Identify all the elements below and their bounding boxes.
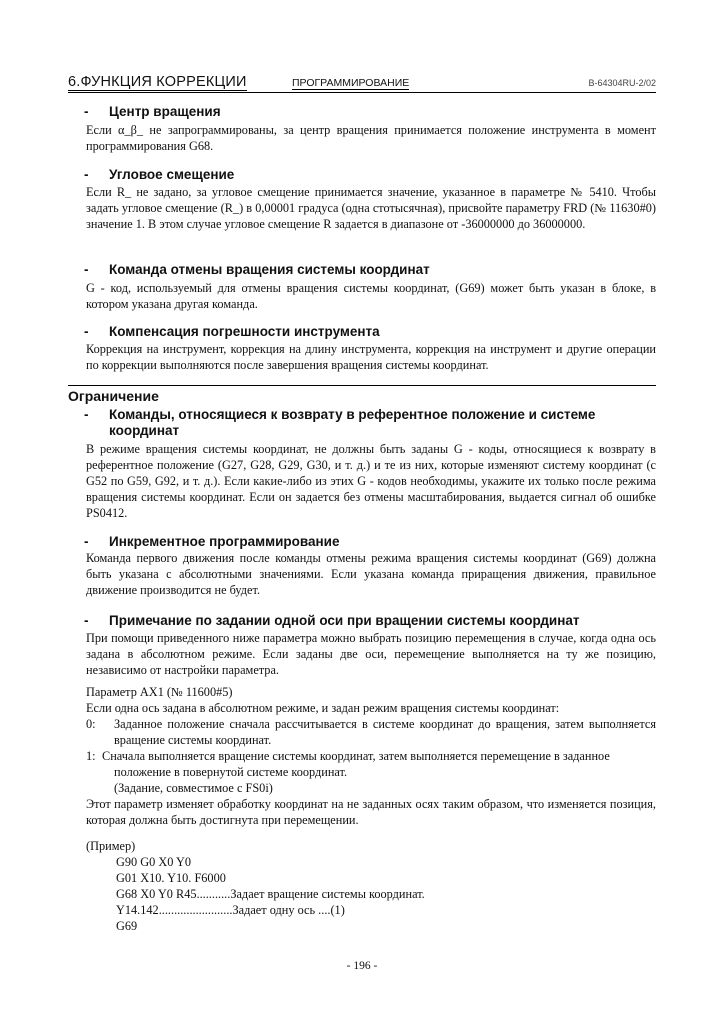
option-0-text: Заданное положение сначала рассчитывается в системе координат до вращения, затем выполняется вращение системы координат. (114, 717, 656, 747)
example-code-line: G69 (116, 919, 138, 933)
example-code-line: G68 X0 Y0 R45...........Задает вращение системы координат. (116, 887, 425, 901)
bullet-dash: - (84, 613, 89, 628)
section-title-limitation: Ограничение (68, 388, 159, 404)
subheading-incremental (84, 534, 340, 550)
bullet-dash: - (84, 167, 89, 182)
subheading-reference-title-line1: Команды, относящиеся к возврату в референтное положение и системе (109, 407, 596, 422)
subheading-angle (84, 167, 234, 183)
bullet-dash: - (84, 534, 89, 549)
option-1-text-line1: Сначала выполняется вращение системы координат, затем выполняется перемещение в заданное (102, 749, 610, 763)
parameter-closing: Этот параметр изменяет обработку координат на не заданных осях таким образом, что изменяется позиция, которая должна быть достигнута при перемещении. (86, 797, 656, 827)
paragraph-incremental-text: Команда первого движения после команды отмены режима вращения системы координат (G69) должна быть указана с абсолютными значениями. Если указана команда приращения движения, правильное движение производится не будет. (86, 551, 656, 597)
subheading-cancel (84, 262, 430, 278)
example-block (86, 838, 425, 934)
option-1-note: (Задание, совместимое с FS0i) (114, 781, 273, 795)
subheading-compensation (84, 324, 380, 340)
parameter-block (86, 684, 656, 828)
bullet-dash: - (84, 262, 89, 277)
subheading-center-title: Центр вращения (109, 104, 221, 119)
subheading-cancel-title: Команда отмены вращения системы координат (109, 262, 430, 277)
subheading-angle-title: Угловое смещение (109, 167, 235, 182)
subheading-incremental-title: Инкрементное программирование (109, 534, 340, 549)
parameter-option-1 (86, 748, 656, 796)
example-code-line: Y14.142........................Задает одну ось ....(1) (116, 903, 345, 917)
paragraph-compensation-text: Коррекция на инструмент, коррекция на длину инструмента, коррекция на инструмент и другие операции по коррекции выполняются после завершения вращения системы координат. (86, 342, 656, 372)
parameter-option-0 (86, 716, 656, 748)
paragraph-center-text: Если α_β_ не запрограммированы, за центр вращения принимается положение инструмента в момент программирования G68. (86, 123, 656, 153)
option-0-number: 0: (86, 717, 96, 731)
paragraph-single-axis (86, 630, 656, 678)
page-number: - 196 - (346, 960, 378, 972)
parameter-name: Параметр AX1 (№ 11600#5) (86, 685, 233, 699)
subheading-compensation-title: Компенсация погрешности инструмента (109, 324, 380, 339)
header-section-title: 6.ФУНКЦИЯ КОРРЕКЦИИ (68, 74, 247, 90)
subheading-center (84, 104, 221, 120)
paragraph-angle (86, 184, 656, 232)
paragraph-center (86, 122, 656, 154)
example-label: (Пример) (86, 839, 136, 853)
subheading-reference-title-line2: координат (109, 423, 180, 438)
bullet-dash: - (84, 407, 89, 422)
paragraph-reference (86, 441, 656, 521)
paragraph-cancel-text: G - код, используемый для отмены вращения системы координат, (G69) может быть указан в блоке, в котором указана другая команда. (86, 281, 656, 311)
option-1-number: 1: (86, 749, 96, 763)
paragraph-reference-text: В режиме вращения системы координат, не должны быть заданы G - коды, относящиеся к возврату в референтное положение (G27, G28, G29, G30, и т. д.) и те из них, которые изменяют систему координат (с G52 по G59, G92, и т. д.). Если какие-либо из этих G - кодов необходимы, укажите их только после режима вращения системы координат. Если он задается без отмены масштабирования, выдается сигнал об ошибке PS0412. (86, 442, 656, 520)
subheading-reference (84, 407, 659, 439)
parameter-description: Если одна ось задана в абсолютном режиме, и задан режим вращения системы координат: (86, 701, 560, 715)
bullet-dash: - (84, 324, 89, 339)
paragraph-cancel (86, 280, 656, 312)
paragraph-compensation (86, 341, 656, 373)
example-code-line: G90 G0 X0 Y0 (116, 855, 192, 869)
subheading-single-axis (84, 613, 580, 629)
header-chapter-title: ПРОГРАММИРОВАНИЕ (292, 77, 410, 89)
section-divider (68, 385, 656, 386)
option-1-text-line2: положение в повернутой системе координат. (114, 765, 348, 779)
paragraph-angle-text: Если R_ не задано, за угловое смещение принимается значение, указанное в параметре № 5410. Чтобы задать угловое смещение (R_) в 0,00001 градуса (одна стотысячная), присвойте параметру FRD (№ 11630#0) значение 1. В этом случае угловое смещение R задается в диапазоне от -36000000 до 36000000. (86, 185, 656, 231)
bullet-dash: - (84, 104, 89, 119)
header-document-number: B-64304RU-2/02 (588, 78, 656, 88)
paragraph-incremental (86, 550, 656, 598)
paragraph-single-axis-text: При помощи приведенного ниже параметра можно выбрать позицию перемещения в случае, когда одна ось задана в абсолютном режиме. Если заданы две оси, перемещение выполняется на ту же позицию, независимо от настройки параметра. (86, 631, 656, 677)
example-code-line: G01 X10. Y10. F6000 (116, 871, 226, 885)
page-header (68, 74, 656, 93)
subheading-single-axis-title: Примечание по задании одной оси при вращении системы координат (109, 613, 580, 628)
